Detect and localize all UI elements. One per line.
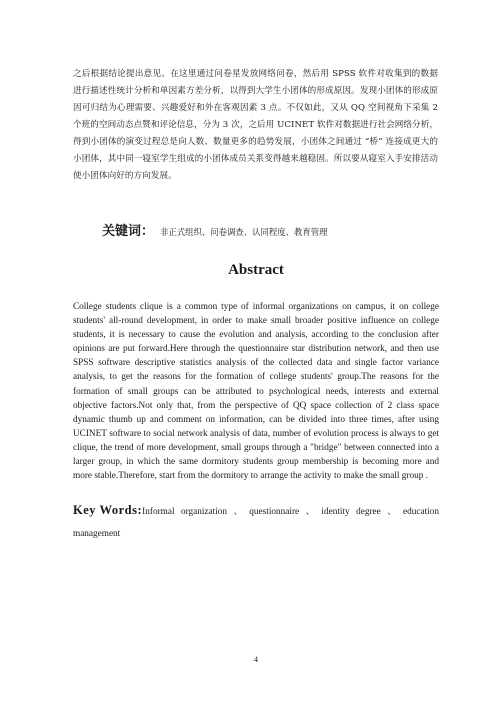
page-number: 4 xyxy=(254,655,258,664)
english-keywords-label: Key Words: xyxy=(73,503,143,517)
abstract-heading: Abstract xyxy=(228,262,284,278)
chinese-keywords-line xyxy=(102,220,442,239)
chinese-abstract-body: 之后根据结论提出意见。在这里通过问卷星发放网络问卷，然后用 SPSS 软件对收集到的数据进行描述性统计分析和单因素方差分析，以得到大学生小团体的形成原因。发现小团体的形成原因可归结为心理需要、兴趣爱好和外在客观因素 3 点。不仅如此，又从 QQ 空间视角下采集 2 个班的空间动态点赞和评论信息，分为 3 次，之后用 UCINET 软件对数据进行社会网络分析，得到小团体的演变过程总是向人数、数量更多的趋势发展，小团体之间通过 “桥” 连接成更大的小团体，其中同一寝室学生组成的小团体成员关系变得越来越稳固。所以要从寝室入手安排活动使小团体向好的方向发展。 xyxy=(73,69,438,181)
english-keywords-text: Informal organization 、 questionnaire 、 identity degree 、 education management xyxy=(73,507,440,539)
chinese-keywords-label: 关键词： xyxy=(102,224,155,239)
english-abstract-body: College students clique is a common type of informal organizations on campus, it on college students' all-round development, in order to make small broader positive influence on college students, it is necessary to cause the evolution and analysis, according to the conclusion after opinions are put forward.Here through the questionnaire star distribution network, and then use SPSS software descriptive statistics analysis of the collected data and single factor variance analysis, to get the reasons for the formation of college students' group.The reasons for the formation of small groups can be attributed to psychological needs, interests and external objective factors.Not only that, from the perspective of QQ space collection of 2 class space dynamic thumb up and comment on information, can be divided into three times, after using UCINET software to social network analysis of data, number of evolution process is always to get clique, the trend of more development, small groups through a "bridge" between connected into a larger group, in which the same dormitory students group membership is becoming more and more stable.Therefore, start from the dormitory to arrange the activity to make the small group . xyxy=(73,302,439,482)
chinese-keywords-text: 非正式组织、问卷调查、认同程度、教育管理 xyxy=(160,227,328,237)
english-keywords-line xyxy=(73,500,439,544)
